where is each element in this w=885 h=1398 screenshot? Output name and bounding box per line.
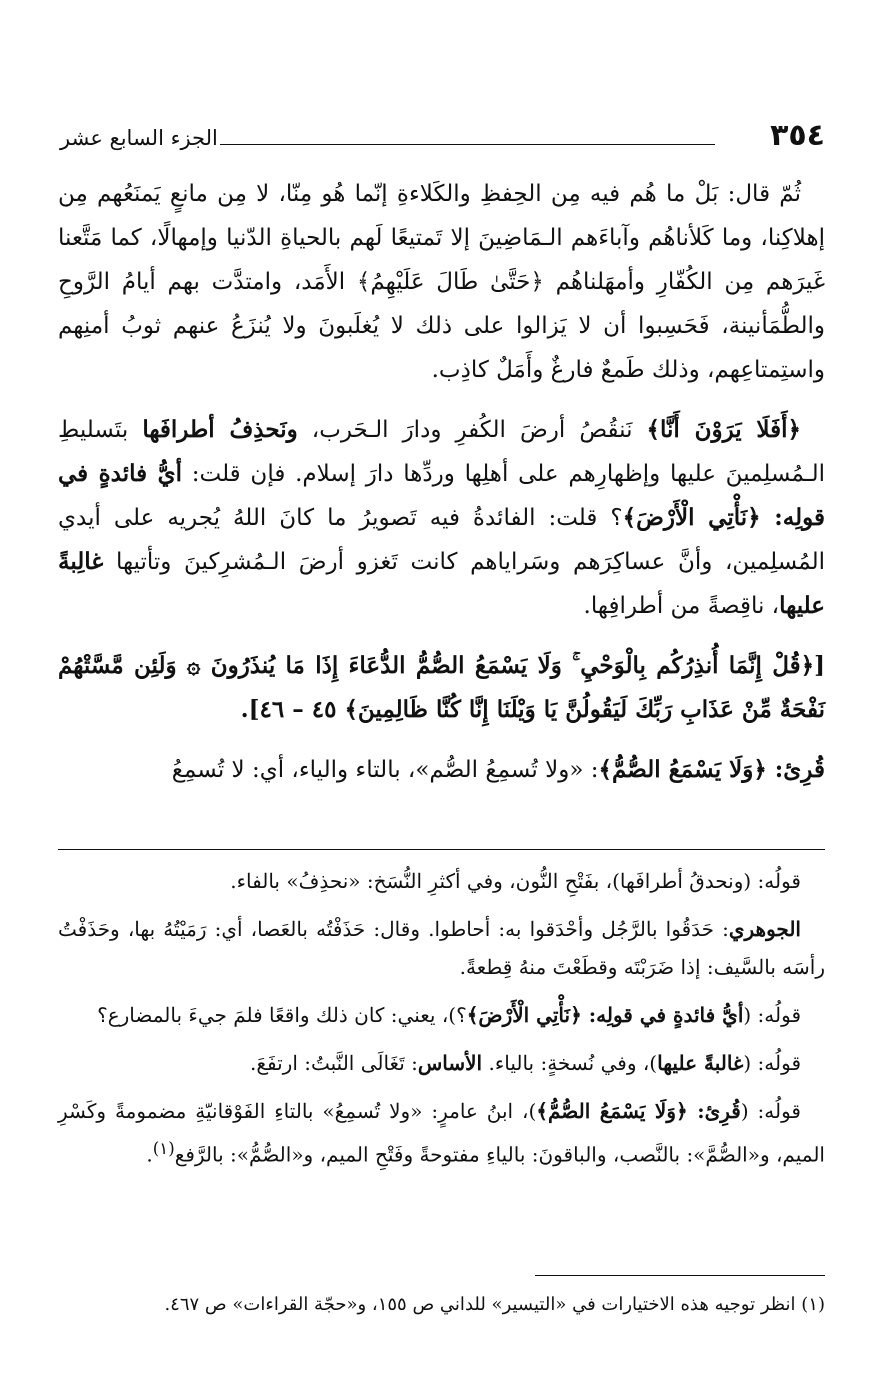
- note-3: [58, 996, 825, 1034]
- text-run: نَنقُصُ أرضَ الكُفرِ ودارَ الـحَرب،: [297, 417, 647, 443]
- bold-term: غالِبةً عليها: [58, 548, 825, 619]
- text-run: )، وفي نُسخةٍ: بالياء.: [482, 1051, 658, 1075]
- bold-term: الأساس: [417, 1051, 483, 1075]
- text-run: ؟)، يعني: كان ذلك واقعًا فلمَ جيءَ بالمضارع؟: [97, 1003, 467, 1027]
- notes-divider: [58, 849, 825, 850]
- text-run: : تَغَالَى النَّبتُ: ارتفَعَ.: [249, 1051, 418, 1075]
- text-run: ، ناقِصةً من أطرافِها.: [583, 593, 780, 619]
- footnote-rule: [535, 1275, 825, 1276]
- paragraph-3: [58, 748, 825, 792]
- quran-quote: ﴿أَفَلَا يَرَوْنَ أَنَّا﴾: [646, 416, 802, 443]
- paragraph-2: [58, 408, 825, 628]
- text-run: قولُه: (: [740, 1099, 801, 1123]
- bold-term: قُرِئ: ﴿وَلَا يَسْمَعُ الصُّمُّ﴾: [536, 1099, 741, 1123]
- note-1: قولُه: (ونحدقُ أطرافَها)، بفَتْحِ النُّون، وفي أكثرِ النُّسَخ: «نحذِفُ» بالفاء.: [230, 869, 801, 893]
- quran-quote: قُرِئ: ﴿وَلَا يَسْمَعُ الصُّمُّ﴾: [598, 756, 825, 783]
- verse-block: [﴿قُلْ إِنَّمَا أُنذِرُكُم بِالْوَحْيِ ۚ وَلَا يَسْمَعُ الصُّمُّ الدُّعَاءَ إِذَا مَا يُنذَرُونَ ۞ وَلَئِن مَّسَّتْهُمْ نَفْحَةٌ مِّنْ عَذَابِ رَبِّكَ لَيَقُولُنَّ يَا وَيْلَنَا إِنَّا كُنَّا ظَالِمِينَ﴾ ٤٥ – ٤٦].: [58, 652, 825, 723]
- bold-term: الجوهري: [728, 917, 801, 941]
- text-run: : «ولا تُسمِعُ الصُّم»، بالتاء والياء، أي: لا تُسمِعُ: [171, 757, 599, 783]
- commentary-notes: [58, 862, 825, 1184]
- header-rule: [220, 144, 715, 145]
- text-run: : حَدَقُوا بالرَّجُل وأحْدَقوا به: أحاطوا. وقال: حَذَفْتُه بالعَصا، أي: رَمَيْتُهُ بها، وحَذَفْتُ رأسَه بالسَّيف: إذا ضَرَبْتَه وقطَعْتَ منهُ قِطعةً.: [58, 917, 825, 979]
- bold-term: أيُّ فائدةٍ في قولِه: ﴿نَأْتِي الْأَرْضَ﴾: [58, 460, 825, 531]
- bold-term: أيُّ فائدةٍ في قولِه: ﴿نَأْتِي الْأَرْضَ﴾: [466, 1003, 744, 1027]
- note-4: [58, 1044, 825, 1082]
- note-2: [58, 910, 825, 986]
- text-run: ؟ قلت: الفائدةُ فيه تَصويرُ ما كانَ اللهُ يُجريه على أيدي المُسلِمين، وأنَّ عساكِرَهم وسَراياهم كانت تَغزو أرضَ الـمُشرِكينَ وتأتيها: [58, 505, 825, 575]
- running-title: الجزء السابع عشر: [60, 126, 218, 150]
- bold-term: غالبةً عليها: [657, 1051, 744, 1075]
- paragraph-1: ثُمّ قال: بَلْ ما هُم فيه مِن الحِفظِ والكَلاءةِ إنّما هُو مِنّا، لا مِن مانعٍ يَمنَعُهم مِن إهلاكِنا، وما كَلأناهُم وآباءَهم الـمَاضِينَ إلا تَمتيعًا لَهم بالحياةِ الدّنيا وإمهالًا، كما مَتَّعنا غَيرَهم مِن الكُفّارِ وأمهَلناهُم ﴿حَتَّىٰ طَالَ عَلَيْهِمُ﴾ الأَمَد، وامتدَّت بهم أيامُ الرَّوحِ والطُّمَأنينة، فَحَسِبوا أن لا يَزالوا على ذلك لا يُغلَبونَ ولا يُنزَعُ عنهم ثوبُ أمنِهم واستِمتاعِهم، وذلك طَمعٌ فارغٌ وأَمَلٌ كاذِب.: [58, 181, 825, 383]
- main-text: [58, 172, 825, 808]
- page-header: [60, 118, 825, 158]
- note-5: قولُه: (قُرِئ: ﴿وَلَا يَسْمَعُ الصُّمُّ﴾)، ابنُ عامرٍ: «ولا تُسمِعُ» بالتاءِ الفَوْقانيّةِ مضمومةً وكَسْرِ الميم، و«الصُّمَّ»: بالنَّصب، والباقونَ: بالياءِ مفتوحةً وفَتْحِ الميم، و«الصُّمُّ»: بالرَّفع$^{(١)}$.: [58, 1099, 825, 1167]
- text-run: قولُه: (: [743, 1003, 801, 1027]
- text-run: بتَسليطِ الـمُسلِمينَ عليها وإظهارِهم على أهلِها وردِّها دارَ إسلام. فإن قلت:: [58, 417, 825, 487]
- text-run: )، ابنُ عامرٍ: «ولا تُسمِعُ» بالتاءِ الفَوْقانيّةِ مضمومةً وكَسْرِ الميم، و«الصُّمَّ»: بالنَّصب، والباقونَ: بالياءِ مفتوحةً وفَتْحِ الميم، و«الصُّمُّ»: بالرَّفع: [58, 1099, 825, 1167]
- footnote: (١) انظر توجيه هذه الاختيارات في «التيسير» للداني ص ١٥٥، و«حجّة القراءات» ص ٤٦٧.: [164, 1294, 825, 1315]
- footnote-ref[interactable]: (١): [152, 1139, 175, 1158]
- text-run: قولُه: (: [743, 1051, 801, 1075]
- bold-term: ونَحذِفُ أطرافَها: [142, 416, 298, 443]
- page-number: ٣٥٤: [770, 118, 825, 153]
